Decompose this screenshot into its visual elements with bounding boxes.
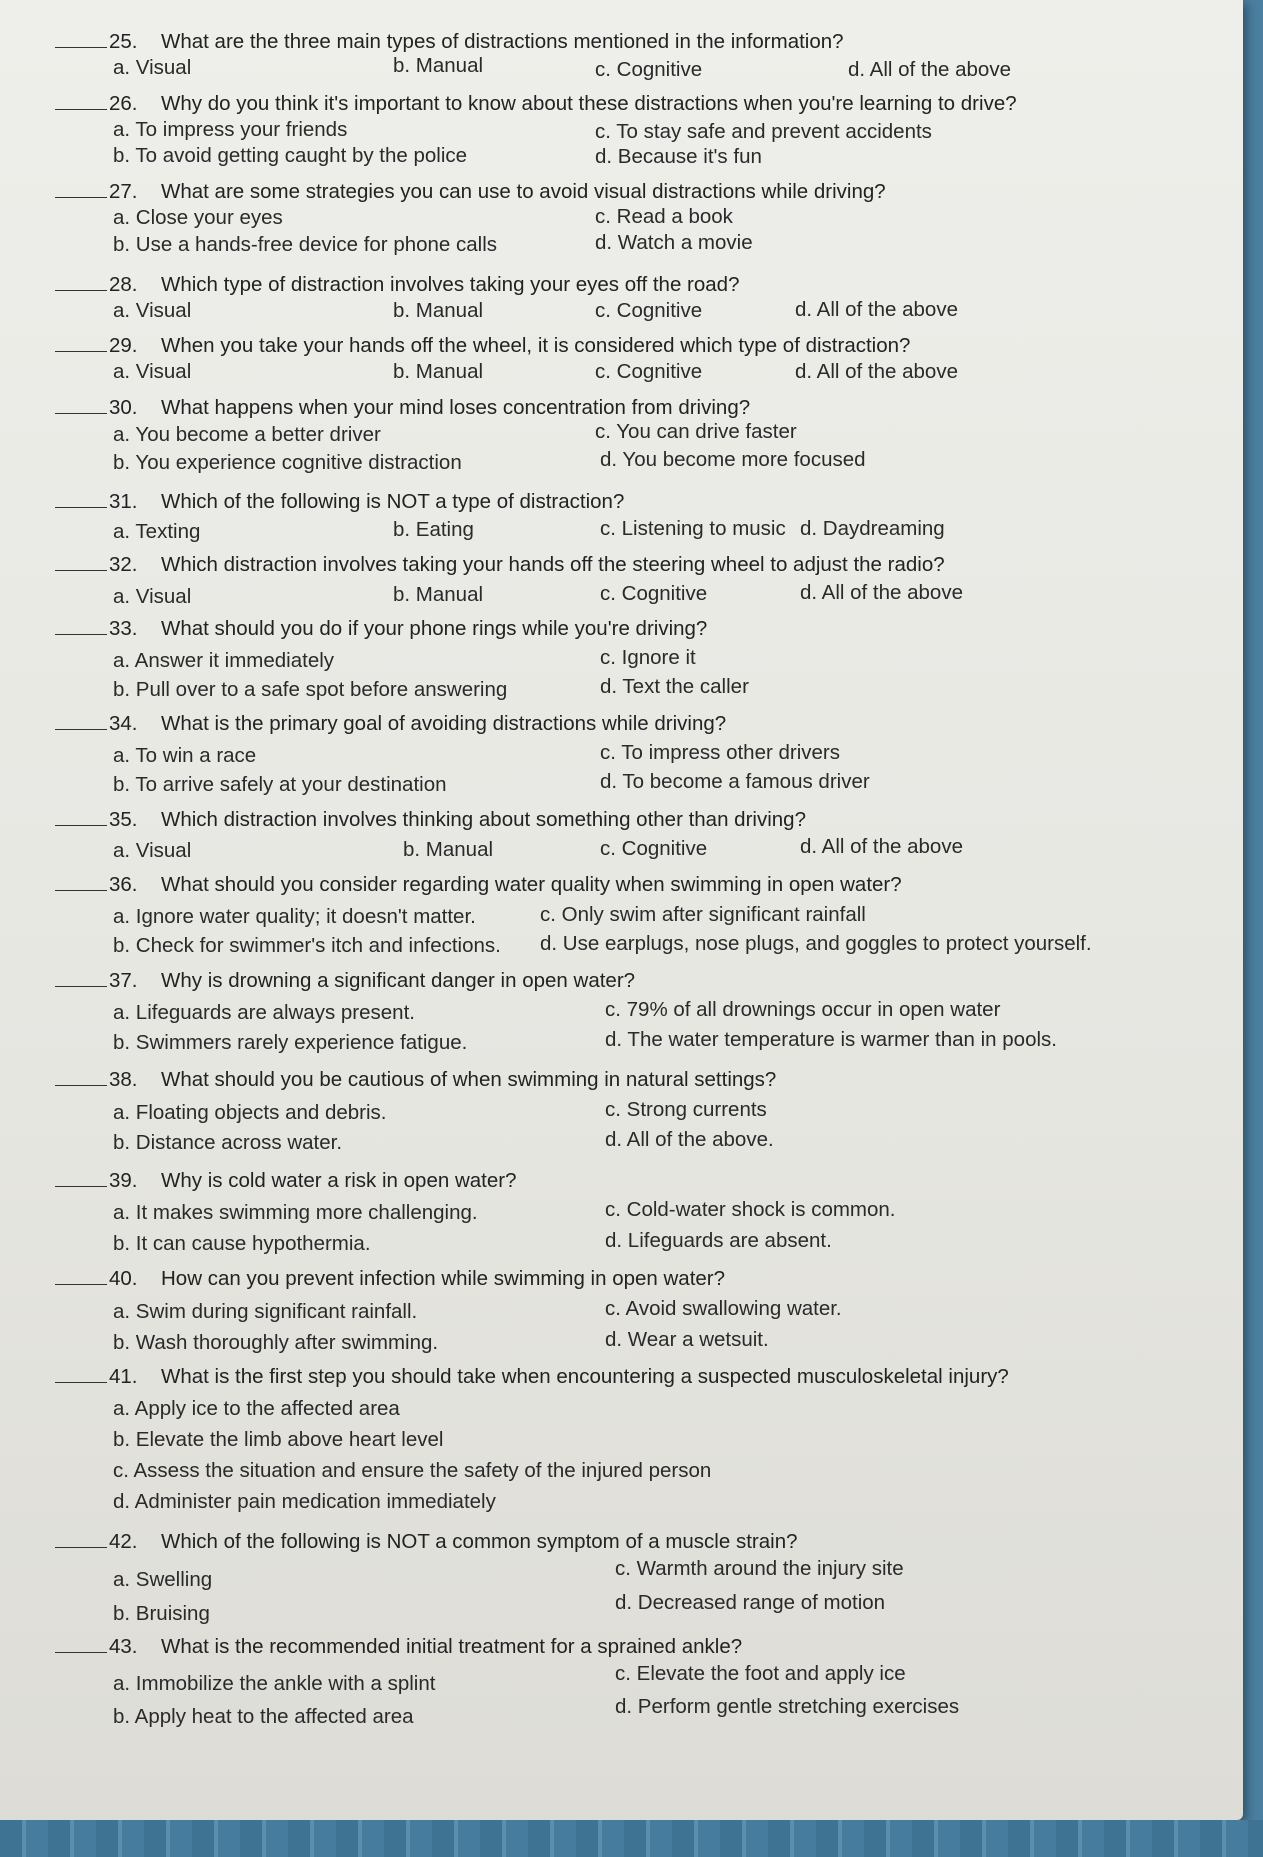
option-a: a. Visual bbox=[113, 56, 192, 79]
option-b: b. Distance across water. bbox=[113, 1131, 343, 1154]
option-b: b. Manual bbox=[393, 54, 484, 77]
question-number: 39. bbox=[109, 1169, 138, 1192]
option-b: b. You experience cognitive distraction bbox=[113, 451, 462, 474]
option-b: b. It can cause hypothermia. bbox=[113, 1232, 371, 1255]
question-text: Why is drowning a significant danger in open water? bbox=[161, 969, 636, 992]
option-d: d. All of the above bbox=[795, 298, 958, 321]
option-d: d. Use earplugs, nose plugs, and goggles to protect yourself. bbox=[540, 932, 1092, 955]
question-30 bbox=[55, 396, 1223, 474]
question-text: What should you consider regarding water quality when swimming in open water? bbox=[161, 873, 902, 896]
answer-blank[interactable] bbox=[55, 889, 107, 891]
question-number: 27. bbox=[109, 180, 138, 203]
option-a: a. Answer it immediately bbox=[113, 649, 335, 672]
option-c: c. Cognitive bbox=[595, 360, 703, 383]
question-number: 31. bbox=[109, 490, 138, 513]
question-text: Why is cold water a risk in open water? bbox=[161, 1169, 517, 1192]
option-d: d. You become more focused bbox=[600, 448, 866, 471]
option-b: b. Swimmers rarely experience fatigue. bbox=[113, 1031, 468, 1054]
question-number: 30. bbox=[109, 396, 138, 419]
question-34 bbox=[55, 712, 1223, 796]
option-a: a. Close your eyes bbox=[113, 206, 283, 229]
answer-blank[interactable] bbox=[55, 1651, 107, 1653]
option-d: d. Daydreaming bbox=[800, 517, 945, 540]
question-number: 38. bbox=[109, 1068, 138, 1091]
option-c: c. Warmth around the injury site bbox=[615, 1557, 904, 1580]
option-a: a. To win a race bbox=[113, 744, 257, 767]
option-a: a. Ignore water quality; it doesn't matter. bbox=[113, 905, 476, 928]
question-text: What is the primary goal of avoiding distractions while driving? bbox=[161, 712, 727, 735]
option-b: b. To avoid getting caught by the police bbox=[113, 144, 468, 167]
question-text: What is the first step you should take when encountering a suspected musculoskeletal injury? bbox=[161, 1365, 1009, 1388]
question-number: 33. bbox=[109, 617, 138, 640]
option-b: b. Elevate the limb above heart level bbox=[113, 1428, 444, 1451]
option-b: b. Check for swimmer's itch and infections. bbox=[113, 934, 501, 957]
question-text: Which distraction involves taking your hands off the steering wheel to adjust the radio? bbox=[161, 553, 945, 576]
question-43 bbox=[55, 1635, 1223, 1728]
option-b: b. To arrive safely at your destination bbox=[113, 773, 447, 796]
option-d: d. The water temperature is warmer than in pools. bbox=[605, 1028, 1057, 1051]
question-text: What are the three main types of distractions mentioned in the information? bbox=[161, 30, 844, 53]
question-number: 28. bbox=[109, 273, 138, 296]
question-number: 25. bbox=[109, 30, 138, 53]
option-a: a. It makes swimming more challenging. bbox=[113, 1201, 478, 1224]
question-33 bbox=[55, 617, 1223, 701]
answer-blank[interactable] bbox=[55, 1381, 107, 1383]
question-text: How can you prevent infection while swimming in open water? bbox=[161, 1267, 726, 1290]
question-29 bbox=[55, 334, 1223, 384]
question-32 bbox=[55, 553, 1223, 608]
question-text: Which of the following is NOT a type of distraction? bbox=[161, 490, 625, 513]
question-text: What should you be cautious of when swimming in natural settings? bbox=[161, 1068, 777, 1091]
option-c: c. Listening to music bbox=[600, 517, 786, 540]
option-a: a. You become a better driver bbox=[113, 423, 381, 446]
option-a: a. Visual bbox=[113, 839, 192, 862]
question-text: Why do you think it's important to know about these distractions when you're learning to drive? bbox=[161, 92, 1017, 115]
option-d: d. Lifeguards are absent. bbox=[605, 1229, 832, 1252]
option-d: d. All of the above bbox=[795, 360, 958, 383]
option-b: b. Eating bbox=[393, 518, 474, 541]
option-a: a. Texting bbox=[113, 520, 201, 543]
option-b: b. Pull over to a safe spot before answering bbox=[113, 678, 508, 701]
option-a: a. Immobilize the ankle with a splint bbox=[113, 1672, 436, 1695]
answer-blank[interactable] bbox=[55, 633, 107, 635]
question-number: 41. bbox=[109, 1365, 138, 1388]
option-a: a. Visual bbox=[113, 299, 192, 322]
answer-blank[interactable] bbox=[55, 1546, 107, 1548]
answer-blank[interactable] bbox=[55, 289, 107, 291]
option-d: d. All of the above. bbox=[605, 1128, 774, 1151]
option-c: c. To stay safe and prevent accidents bbox=[595, 120, 932, 143]
question-text: When you take your hands off the wheel, it is considered which type of distraction? bbox=[161, 334, 911, 357]
option-a: a. Visual bbox=[113, 360, 192, 383]
answer-blank[interactable] bbox=[55, 824, 107, 826]
option-b: b. Manual bbox=[393, 583, 484, 606]
answer-blank[interactable] bbox=[55, 728, 107, 730]
option-d: d. Text the caller bbox=[600, 675, 749, 698]
option-d: d. All of the above bbox=[800, 581, 963, 604]
question-35 bbox=[55, 808, 1223, 862]
question-28 bbox=[55, 273, 1223, 323]
option-c: c. Ignore it bbox=[600, 646, 696, 669]
question-number: 32. bbox=[109, 553, 138, 576]
question-26 bbox=[55, 92, 1223, 170]
answer-blank[interactable] bbox=[55, 412, 107, 414]
option-c: c. Avoid swallowing water. bbox=[605, 1297, 842, 1320]
question-number: 36. bbox=[109, 873, 138, 896]
option-c: c. Only swim after significant rainfall bbox=[540, 903, 866, 926]
option-b: b. Apply heat to the affected area bbox=[113, 1705, 414, 1728]
answer-blank[interactable] bbox=[55, 1283, 107, 1285]
option-d: d. All of the above bbox=[800, 835, 963, 858]
answer-blank[interactable] bbox=[55, 350, 107, 352]
question-number: 37. bbox=[109, 969, 138, 992]
option-d: d. Perform gentle stretching exercises bbox=[615, 1695, 960, 1718]
option-a: a. Floating objects and debris. bbox=[113, 1101, 387, 1124]
question-42 bbox=[55, 1530, 1223, 1625]
question-27 bbox=[55, 180, 1223, 258]
question-text: What are some strategies you can use to avoid visual distractions while driving? bbox=[161, 180, 886, 203]
answer-blank[interactable] bbox=[55, 1084, 107, 1086]
option-a: a. Visual bbox=[113, 585, 192, 608]
question-text: Which distraction involves thinking about something other than driving? bbox=[161, 808, 806, 831]
option-c: c. Cognitive bbox=[600, 837, 708, 860]
desk-background bbox=[0, 1820, 1263, 1857]
question-number: 42. bbox=[109, 1530, 138, 1553]
option-a: a. Swelling bbox=[113, 1568, 213, 1591]
option-a: a. Swim during significant rainfall. bbox=[113, 1300, 418, 1323]
option-c: c. Strong currents bbox=[605, 1098, 767, 1121]
option-d: d. Because it's fun bbox=[595, 145, 762, 168]
question-41 bbox=[55, 1365, 1223, 1513]
option-b: b. Manual bbox=[393, 299, 484, 322]
option-a: a. Lifeguards are always present. bbox=[113, 1001, 415, 1024]
question-37 bbox=[55, 969, 1223, 1054]
option-b: b. Wash thoroughly after swimming. bbox=[113, 1331, 439, 1354]
option-c: c. To impress other drivers bbox=[600, 741, 841, 764]
answer-blank[interactable] bbox=[55, 985, 107, 987]
option-d: d. Watch a movie bbox=[595, 231, 753, 254]
option-c: c. You can drive faster bbox=[595, 420, 797, 443]
option-d: d. All of the above bbox=[848, 58, 1011, 81]
question-40 bbox=[55, 1267, 1223, 1354]
option-a: a. To impress your friends bbox=[113, 118, 348, 141]
question-38 bbox=[55, 1068, 1223, 1154]
question-text: What happens when your mind loses concentration from driving? bbox=[161, 396, 751, 419]
option-c: c. Elevate the foot and apply ice bbox=[615, 1662, 906, 1685]
option-a: a. Apply ice to the affected area bbox=[113, 1397, 400, 1420]
answer-blank[interactable] bbox=[55, 506, 107, 508]
question-number: 29. bbox=[109, 334, 138, 357]
option-b: b. Bruising bbox=[113, 1602, 210, 1625]
option-c: c. 79% of all drownings occur in open water bbox=[605, 998, 1001, 1021]
question-text: What should you do if your phone rings while you're driving? bbox=[161, 617, 708, 640]
option-c: c. Cognitive bbox=[600, 582, 708, 605]
question-number: 34. bbox=[109, 712, 138, 735]
question-number: 35. bbox=[109, 808, 138, 831]
option-b: b. Manual bbox=[393, 360, 484, 383]
question-number: 43. bbox=[109, 1635, 138, 1658]
question-31 bbox=[55, 490, 1223, 543]
answer-blank[interactable] bbox=[55, 1185, 107, 1187]
option-b: b. Manual bbox=[403, 838, 494, 861]
option-d: d. Wear a wetsuit. bbox=[605, 1328, 769, 1351]
answer-blank[interactable] bbox=[55, 46, 107, 48]
option-d: d. Administer pain medication immediately bbox=[113, 1490, 496, 1513]
option-c: c. Cold-water shock is common. bbox=[605, 1198, 896, 1221]
option-c: c. Read a book bbox=[595, 205, 733, 228]
option-c: c. Assess the situation and ensure the safety of the injured person bbox=[113, 1459, 712, 1482]
question-number: 40. bbox=[109, 1267, 138, 1290]
answer-blank[interactable] bbox=[55, 108, 107, 110]
question-36 bbox=[55, 873, 1223, 957]
question-25 bbox=[55, 30, 1223, 80]
option-c: c. Cognitive bbox=[595, 58, 703, 81]
option-d: d. To become a famous driver bbox=[600, 770, 870, 793]
question-text: Which type of distraction involves taking your eyes off the road? bbox=[161, 273, 740, 296]
option-b: b. Use a hands-free device for phone calls bbox=[113, 233, 498, 256]
question-number: 26. bbox=[109, 92, 138, 115]
option-d: d. Decreased range of motion bbox=[615, 1591, 886, 1614]
answer-blank[interactable] bbox=[55, 569, 107, 571]
answer-blank[interactable] bbox=[55, 196, 107, 198]
question-39 bbox=[55, 1169, 1223, 1255]
question-text: What is the recommended initial treatment for a sprained ankle? bbox=[161, 1635, 743, 1658]
question-text: Which of the following is NOT a common symptom of a muscle strain? bbox=[161, 1530, 798, 1553]
option-c: c. Cognitive bbox=[595, 299, 703, 322]
